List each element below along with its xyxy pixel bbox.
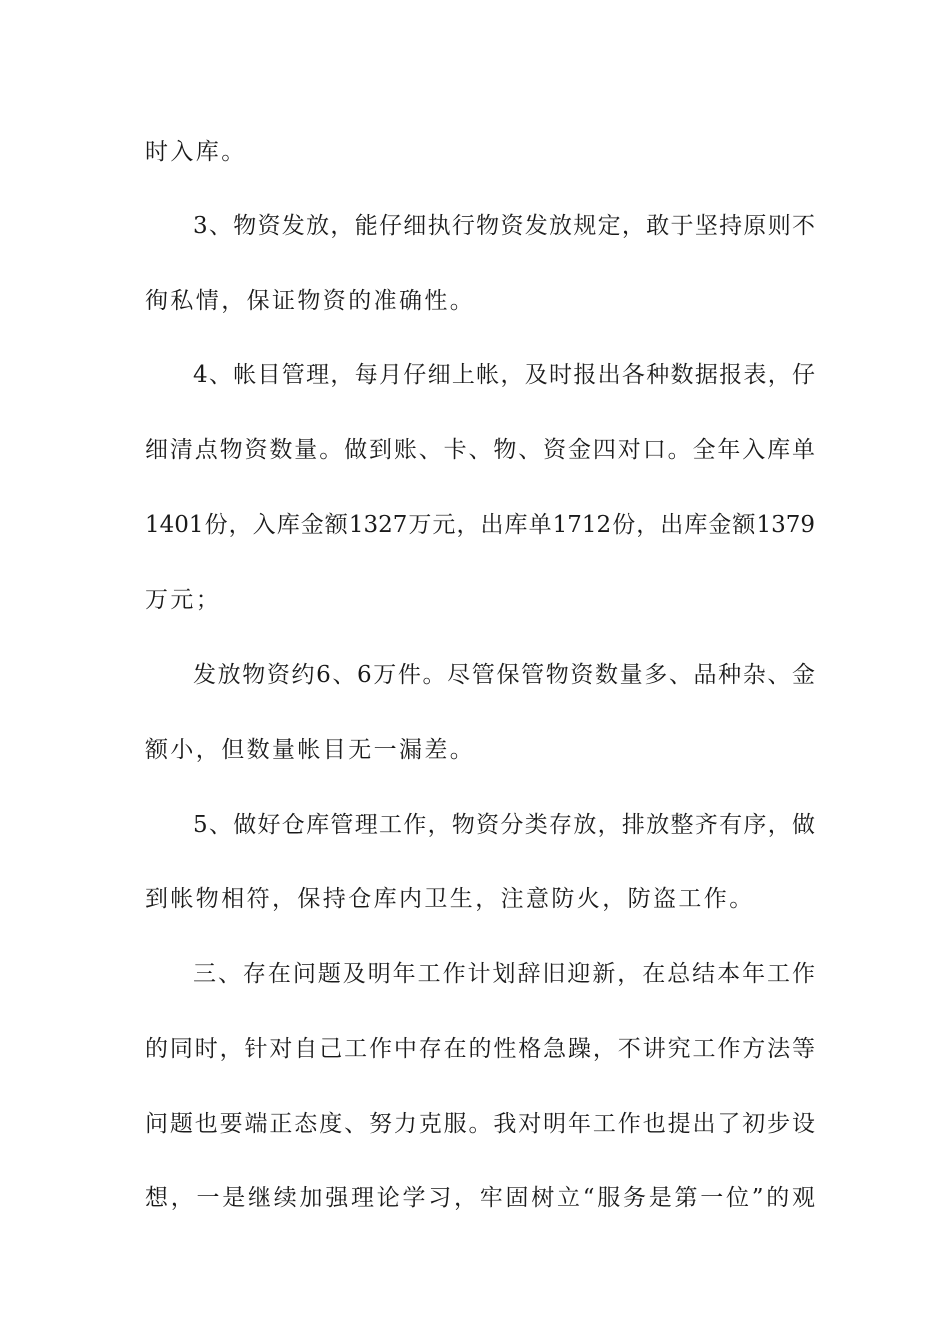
text-line: 到帐物相符，保持仓库内卫生，注意防火，防盗工作。 — [145, 886, 755, 912]
text-line: 1401份，入库金额1327万元，出库单1712份，出库金额1379 — [145, 512, 815, 538]
text-line: 额小，但数量帐目无一漏差。 — [145, 737, 476, 763]
text-line: 问题也要端正态度、努力克服。我对明年工作也提出了初步设 — [145, 1111, 815, 1137]
text-line: 发放物资约6、6万件。尽管保管物资数量多、品种杂、金 — [193, 662, 815, 688]
text-line: 时入库。 — [145, 139, 247, 165]
text-line: 三、存在问题及明年工作计划辞旧迎新，在总结本年工作 — [193, 961, 815, 987]
text-line: 4、帐目管理，每月仔细上帐，及时报出各种数据报表，仔 — [193, 362, 815, 388]
text-line: 3、物资发放，能仔细执行物资发放规定，敢于坚持原则不 — [193, 213, 815, 239]
text-line: 想，一是继续加强理论学习，牢固树立“服务是第一位”的观 — [145, 1185, 815, 1211]
text-line: 细清点物资数量。做到账、卡、物、资金四对口。全年入库单 — [145, 437, 815, 463]
text-line: 徇私情，保证物资的准确性。 — [145, 288, 476, 314]
text-line: 5、做好仓库管理工作，物资分类存放，排放整齐有序，做 — [193, 812, 815, 838]
text-line: 的同时，针对自己工作中存在的性格急躁，不讲究工作方法等 — [145, 1036, 815, 1062]
text-line: 万元； — [145, 587, 222, 613]
